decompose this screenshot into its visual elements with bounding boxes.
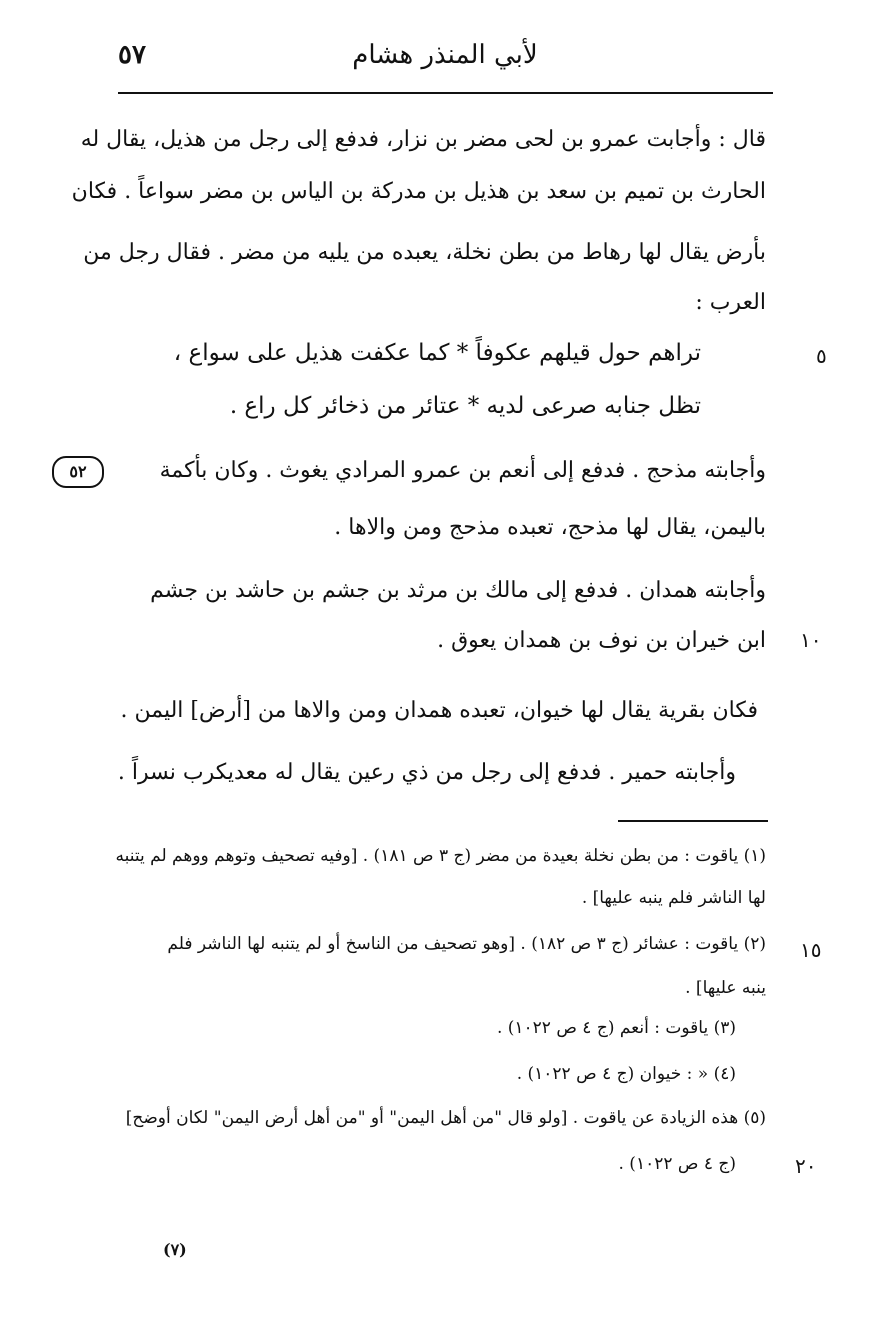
text-line: ابن خيران بن نوف بن همدان يعوق . [437,628,766,653]
footnote-line: ينبه عليها] . [685,978,766,998]
line-number: ٢٠ [795,1154,817,1178]
text-line: الحارث بن تميم بن سعد بن هذيل بن مدركة بن الياس بن مضر سواعاً . فكان [71,179,766,204]
footnote-line: (٢) ياقوت : عشائر (ج ٣ ص ١٨٢) . [وهو تصحيف من الناسخ أو لم يتنبه لها الناشر فلم [167,934,766,954]
footnote-rule [618,820,768,822]
text-line: وأجابته حمير . فدفع إلى رجل من ذي رعين يقال له معديكرب نسراً . [117,760,736,785]
signature-mark: (٧) [163,1240,187,1259]
margin-page-badge: ٥٢ [52,456,104,488]
footnote-line: لها الناشر فلم ينبه عليها] . [581,888,766,908]
text-line: وأجابته همدان . فدفع إلى مالك بن مرثد بن جشم بن حاشد بن جشم [150,578,766,603]
text-line: باليمن، يقال لها مذحج، تعبده مذحج ومن والاها . [334,515,766,540]
footnote-line: (٤) « : خيوان (ج ٤ ص ١٠٢٢) . [516,1064,736,1084]
text-line: العرب : [695,290,766,315]
footnote-line: (٣) ياقوت : أنعم (ج ٤ ص ١٠٢٢) . [496,1018,736,1038]
text-line: فكان بقرية يقال لها خيوان، تعبده همدان ومن والاها من [أرض] اليمن . [120,698,758,723]
header-rule [118,92,773,94]
line-number: ١٠ [800,628,822,652]
text-line: وأجابته مذحج . فدفع إلى أنعم بن عمرو المرادي يغوث . وكان بأكمة [159,458,766,483]
verse-line: تظل جنابه صرعى لديه * عتائر من ذخائر كل راع . [229,393,701,419]
page-number: ٥٧ [118,40,146,70]
text-line: بأرض يقال لها رهاط من بطن نخلة، يعبده من يليه من مضر . فقال رجل من [83,240,766,265]
text-line: قال : وأجابت عمرو بن لحى مضر بن نزار، فدفع إلى رجل من هذيل، يقال له [80,127,766,152]
line-number: ١٥ [800,938,822,962]
footnote-line: (١) ياقوت : من بطن نخلة بعيدة من مضر (ج ٣ ص ١٨١) . [وفيه تصحيف وتوهم ووهم لم يتنبه [115,846,766,866]
footnote-line: (ج ٤ ص ١٠٢٢) . [618,1154,736,1174]
line-number: ٥ [816,344,827,368]
verse-line: تراهم حول قيلهم عكوفاً * كما عكفت هذيل على سواع ، [173,340,701,366]
running-head-title: لأبي المنذر هشام [352,40,538,70]
footnote-line: (٥) هذه الزيادة عن ياقوت . [ولو قال "من أهل اليمن" أو "من أهل أرض اليمن" لكان أوضح] [125,1108,766,1128]
